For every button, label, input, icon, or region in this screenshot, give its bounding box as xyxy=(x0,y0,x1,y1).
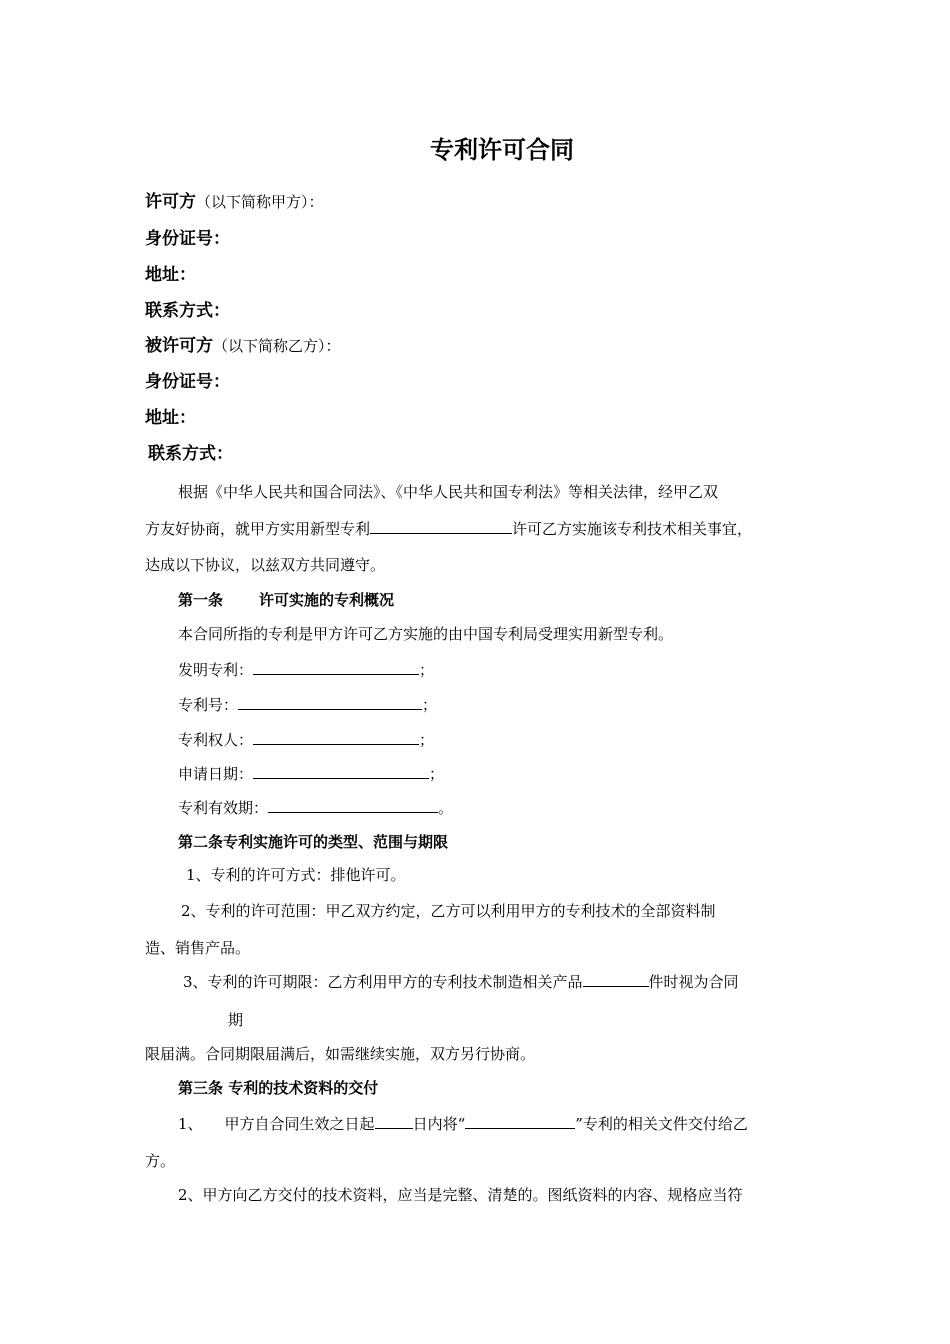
patentee-blank[interactable] xyxy=(253,729,419,745)
article-1-number: 第一条 xyxy=(178,591,224,609)
p3-text-b: 件时视为合同 xyxy=(648,973,739,991)
field-end: ； xyxy=(419,661,435,679)
licensee-id-label: 身份证号： xyxy=(145,372,230,392)
preamble-line-1: 根据《中华人民共和国合同法》、《中华人民共和国专利法》等相关法律，经甲乙双 xyxy=(178,483,719,501)
p1-text-a: 甲方自合同生效之日起 xyxy=(224,1115,375,1133)
licensor-label: 许可方 xyxy=(145,192,196,212)
field-end: 。 xyxy=(438,799,454,817)
article-2-p3-line2: 限届满。合同期限届满后，如需继续实施，双方另行协商。 xyxy=(145,1045,536,1063)
preamble-text-b: 许可乙方实施该专利技术相关事宜， xyxy=(512,520,753,538)
article-3-heading: 第三条 专利的技术资料的交付 xyxy=(178,1079,379,1097)
article-1-heading xyxy=(178,590,394,610)
delivery-days-blank[interactable] xyxy=(375,1113,413,1129)
preamble-line-3: 达成以下协议，以兹双方共同遵守。 xyxy=(145,556,386,574)
field-label: 专利权人： xyxy=(178,731,254,749)
field-validity xyxy=(178,797,453,818)
article-2-p2-line2: 造、销售产品。 xyxy=(145,939,251,957)
field-patentee xyxy=(178,729,434,750)
application-date-blank[interactable] xyxy=(253,763,429,779)
licensee-line xyxy=(145,335,341,357)
patent-name-blank[interactable] xyxy=(370,518,512,534)
licensee-note: （以下简称乙方）： xyxy=(213,337,341,355)
preamble-text-a: 方友好协商，就甲方实用新型专利 xyxy=(145,520,371,538)
article-1-intro: 本合同所指的专利是甲方许可乙方实施的由中国专利局受理实用新型专利。 xyxy=(178,625,674,643)
article-2-p2-line1: 2、专利的许可范围：甲乙双方约定，乙方可以利用甲方的专利技术的全部资料制 xyxy=(181,902,716,920)
licensor-line xyxy=(145,191,324,213)
patent-title-blank[interactable] xyxy=(465,1113,575,1129)
preamble-line-2 xyxy=(145,518,752,539)
invention-patent-blank[interactable] xyxy=(253,659,419,675)
licensee-address-label: 地址： xyxy=(145,408,196,428)
patent-number-blank[interactable] xyxy=(238,694,422,710)
field-patent-number xyxy=(178,694,437,715)
field-end: ； xyxy=(422,696,438,714)
field-label: 发明专利： xyxy=(178,661,254,679)
page-title: 专利许可合同 xyxy=(430,136,574,164)
licensee-contact-label: 联系方式： xyxy=(148,444,233,464)
p1-text-c: ”专利的相关文件交付给乙 xyxy=(575,1115,748,1133)
field-application-date xyxy=(178,763,444,784)
article-2-heading: 第二条专利实施许可的类型、范围与期限 xyxy=(178,833,449,851)
field-label: 专利号： xyxy=(178,696,239,714)
field-end: ； xyxy=(429,765,445,783)
field-label: 专利有效期： xyxy=(178,799,269,817)
p3-text-a: 3、专利的许可期限：乙方利用甲方的专利技术制造相关产品 xyxy=(183,973,583,991)
article-3-p1-line2: 方。 xyxy=(145,1152,176,1170)
licensor-contact-label: 联系方式： xyxy=(145,301,230,321)
validity-blank[interactable] xyxy=(268,797,438,813)
licensor-address-label: 地址： xyxy=(145,265,196,285)
licensee-label: 被许可方 xyxy=(145,336,213,356)
article-2-p3-wrap: 期 xyxy=(228,1011,244,1029)
p1-number: 1、 xyxy=(178,1115,203,1133)
licensor-id-label: 身份证号： xyxy=(145,229,230,249)
article-3-p2-line1: 2、甲方向乙方交付的技术资料，应当是完整、清楚的。图纸资料的内容、规格应当符 xyxy=(178,1186,743,1204)
article-1-title: 许可实施的专利概况 xyxy=(259,591,395,609)
field-end: ； xyxy=(419,731,435,749)
field-label: 申请日期： xyxy=(178,765,254,783)
field-invention-patent xyxy=(178,659,434,680)
article-2-p3-line1 xyxy=(183,971,739,992)
p1-text-b: 日内将“ xyxy=(412,1115,466,1133)
product-count-blank[interactable] xyxy=(583,971,649,987)
article-3-p1-line1 xyxy=(178,1113,748,1134)
licensor-note: （以下简称甲方）： xyxy=(196,193,324,211)
article-2-p1: 1、专利的许可方式：排他许可。 xyxy=(186,866,406,884)
